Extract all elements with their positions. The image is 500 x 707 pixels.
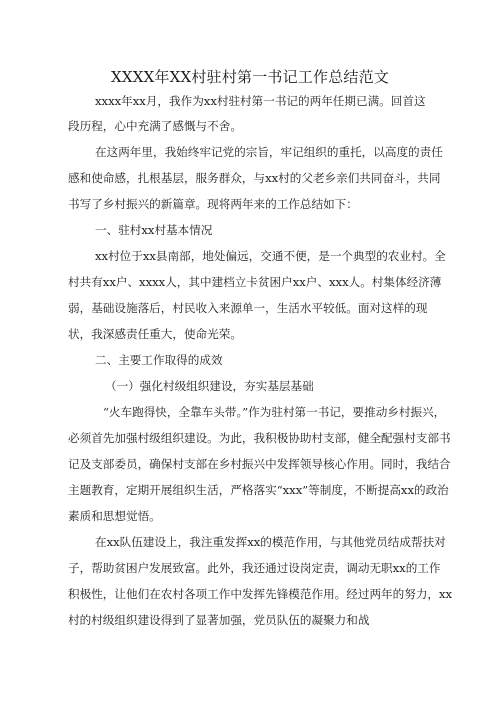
paragraph-line: 感和使命感，扎根基层，服务群众，与xx村的父老乡亲们共同奋斗，共同 [68, 171, 441, 185]
subsection-heading: （一）强化村级组织建设，夯实基层基础 [105, 379, 314, 393]
paragraph-line: 必须首先加强村级组织建设。为此，我积极协助村支部，健全配强村支部书 [68, 431, 451, 445]
paragraph-line: 弱，基础设施落后，村民收入来源单一，生活水平较低。面对这样的现 [68, 301, 428, 315]
paragraph-line: 状，我深感责任重大，使命光荣。 [68, 327, 242, 341]
paragraph-line: xx村位于xx县南部，地处偏远，交通不便，是一个典型的农业村。全 [95, 249, 446, 263]
paragraph-line: 记及支部委员，确保村支部在乡村振兴中发挥领导核心作用。同时，我结合 [68, 457, 451, 471]
paragraph-line: 子，帮助贫困户发展致富。此外，我还通过设岗定责，调动无职xx的工作 [68, 561, 441, 575]
paragraph-line: 积极性，让他们在农村各项工作中发挥先锋模范作用。经过两年的努力，xx [68, 587, 453, 601]
paragraph-line: 村共有xx户、xxxx人，其中建档立卡贫困户xx户、xxx人。村集体经济薄 [68, 275, 442, 289]
paragraph-line: 素质和思想觉悟。 [68, 509, 161, 523]
paragraph-line: 村的村级组织建设得到了显著加强，党员队伍的凝聚力和战 [68, 613, 370, 627]
paragraph-line: “火车跑得快，全靠车头带。”作为驻村第一书记，要推动乡村振兴， [103, 405, 446, 419]
section-heading: 一、驻村xx村基本情况 [95, 223, 213, 237]
paragraph-line: xxxx年xx月，我作为xx村驻村第一书记的两年任期已满。回首这 [95, 94, 426, 108]
document-title: XXXX年XX村驻村第一书记工作总结范文 [110, 68, 390, 86]
paragraph-line: 在xx队伍建设上，我注重发挥xx的模范作用，与其他党员结成帮扶对 [95, 535, 446, 549]
paragraph-line: 段历程，心中充满了感慨与不舍。 [68, 119, 242, 133]
paragraph-line: 在这两年里，我始终牢记党的宗旨，牢记组织的重托，以高度的责任 [95, 145, 443, 159]
section-heading: 二、主要工作取得的成效 [95, 353, 223, 367]
paragraph-line: 主题教育，定期开展组织生活，严格落实“xxx”等制度，不断提高xx的政治 [68, 483, 449, 497]
paragraph-line: 书写了乡村振兴的新篇章。现将两年来的工作总结如下： [68, 197, 358, 211]
